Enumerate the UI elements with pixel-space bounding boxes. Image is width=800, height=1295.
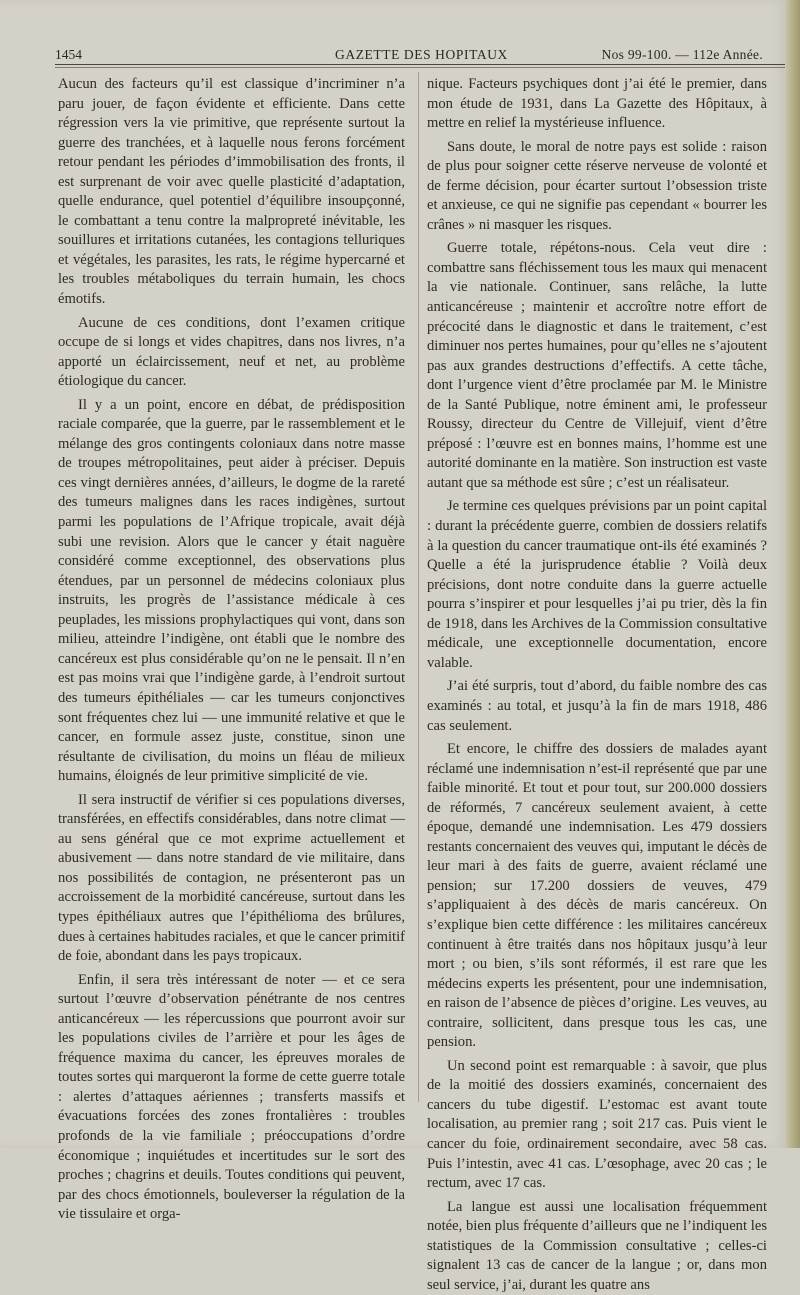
- paragraph: Sans doute, le moral de notre pays est solide : raison de plus pour soigner cette réserve nerveuse de volonté et de ferme décision, pour écarter surtout l’obsession triste et anxieuse, ce qui ne signifie pas cependant « bourrer les crânes » ni masquer les risques.: [427, 138, 767, 233]
- page-number: 1454: [55, 47, 82, 62]
- paragraph: Il y a un point, encore en débat, de prédisposition raciale comparée, que la guerre, par le rassemblement et le mélange des gros contingents coloniaux dans notre masse de troupes métropolitaines, peut aider à préciser. Depuis ces vingt dernières années, d’ailleurs, le dogme de la rareté des tumeurs malignes dans les races indigènes, surtout parmi les populations de l’Afrique tropicale, avait déjà subi une revision. Alors que le cancer y était naguère considéré comme exceptionnel, des observations plus étendues, par un personnel de médecins coloniaux plus instruits, les progrès de l’assistance médicale à ces peuplades, les missions prophylactiques qui vont, dans son milieu, atteindre l’indigène, ont établi que le nombre des cancéreux est plus considérable qu’on ne le pensait. Il n’en est pas moins vrai que l’indigène garde, à l’endroit surtout des tumeurs épithéliales — car les tumeurs conjonctives sont fréquentes chez lui — une immunité relative et que le cancer, en formule assez juste, constitue, sinon une résultante de civilisation, du moins un fléau de milieux humains, éloignés de leur primitive simplicité de vie.: [58, 396, 405, 785]
- paragraph: La langue est aussi une localisation fréquemment notée, bien plus fréquente d’ailleurs que ne l’indiquent les statistiques de la Commission consultative ; celles-ci signalent 13 cas de cancer de la langue ; or, dans mon seul service, j’ai, durant les quatre ans: [427, 1198, 767, 1293]
- paragraph: Aucun des facteurs qu’il est classique d’incriminer n’a paru jouer, de façon évidente et efficiente. Dans cette régression vers la vie primitive, que représente surtout la guerre des tranchées, et à laquelle nous ferons forcément retour pendant les périodes d’immobilisation des fronts, il est surprenant de voir avec quelle plasticité d’adaptation, quelle endurance, quel potentiel d’équilibre insoupçonné, le combattant a tenu contre la malpropreté inévitable, les souillures et irritations cutanées, les contagions telluriques et végétales, les parasites, les rats, le régime hypercarné et les troubles métaboliques du terrain humain, les chocs émotifs.: [58, 76, 405, 308]
- paragraph: Guerre totale, répétons-nous. Cela veut dire : combattre sans fléchissement tous les maux qui menacent la vie nationale. Continuer, sans relâche, la lutte anticancéreuse ; maintenir et accroître notre effort de précocité dans le diagnostic et dans le traitement, c’est diminuer nos pertes humaines, pour qu’elles ne s’ajoutent pas aux grandes destructions d’effectifs. A cette tâche, dont l’urgence vient d’être proclamée par M. le Ministre de la Santé Publique, notre éminent ami, le professeur Roussy, directeur du Centre de Villejuif, vient d’être préposé : l’œuvre est en bonnes mains, l’homme est une autorité dominante en la matière. Son instruction est vaste autant que sa méthode est sûre ; c’est un réalisateur.: [427, 240, 767, 491]
- paragraph: Un second point est remarquable : à savoir, que plus de la moitié des dossiers examinés, concernaient des cancers du tube digestif. L’estomac est avant toute localisation, au premier rang ; soit 217 cas. Puis vient le cancer du foie, ordinairement secondaire, avec 58 cas. Puis l’intestin, avec 41 cas. L’œsophage, avec 20 cas ; le rectum, avec 17 cas.: [427, 1057, 767, 1192]
- right-column: [427, 75, 767, 1295]
- header-rule: [55, 64, 785, 65]
- paragraph: J’ai été surpris, tout d’abord, du faible nombre des cas examinés : au total, et jusqu’à la fin de mars 1918, 486 cas seulement.: [427, 678, 767, 734]
- paragraph: Je termine ces quelques prévisions par un point capital : durant la précédente guerre, combien de dossiers relatifs à la question du cancer traumatique ont-ils été examinés ? Quelle a été la jurisprudence établie ? Voilà deux précisions, dont notre conduite dans la guerre actuelle pourra s’inspirer et pour lesquelles j’ai pu trier, dès la fin de 1918, dans les Archives de la Commission consultative médicale, une exceptionnelle documentation, encore valable.: [427, 498, 767, 671]
- issue-number: Nos 99-100. — 112e Année.: [601, 47, 763, 62]
- paragraph: nique. Facteurs psychiques dont j’ai été le premier, dans mon étude de 1931, dans La Gazette des Hôpitaux, à mettre en relief la mystérieuse influence.: [427, 76, 767, 132]
- binding-edge: [786, 0, 800, 1148]
- paragraph: Et encore, le chiffre des dossiers de malades ayant réclamé une indemnisation n’est-il représenté que par une faible minorité. Et tout et pour tout, sur 200.000 dossiers de réformés, 7 cancéreux seulement avaient, à cette époque, demandé une indemnisation. Les 479 dossiers restants concernaient des veuves qui, imputant le décès de leur mari à des faits de guerre, avaient réclamé une pension; sur 17.200 dossiers de veuves, 479 s’appliquaient à des décès de maris cancéreux. On s’explique bien cette différence : les militaires cancéreux continuent à être traités dans nos hôpitaux jusqu’à leur mort ; ou bien, s’ils sont réformés, il est rare que les médecins experts les présentent, pour une indemnisation, en raison de l’absence de pièces d’origine. Les veuves, au contraire, sollicitent, dans presque tous les cas, une pension.: [427, 741, 767, 1051]
- header-rule-secondary: [55, 67, 785, 68]
- running-header: [55, 44, 775, 66]
- column-divider: [418, 72, 419, 1102]
- journal-title: GAZETTE DES HOPITAUX: [335, 47, 508, 62]
- paragraph: Enfin, il sera très intéressant de noter — et ce sera surtout l’œuvre d’observation pénétrante de nos centres anticancéreux — les répercussions que pourront avoir sur les populations civiles de l’arrière et pour les âges de fréquence maxima du cancer, les épreuves morales de toutes sortes qui marqueront la forme de cette guerre totale : alertes d’attaques aériennes ; transferts massifs et évacuations forcées des zones frontalières : troubles profonds de la vie familiale ; préoccupations d’ordre économique ; inquiétudes et incertitudes sur le sort des proches ; chagrins et deuils. Toutes conditions qui peuvent, par des chocs émotionnels, bouleverser la régulation de la vie tissulaire et orga-: [58, 971, 405, 1223]
- left-column: [58, 75, 405, 1225]
- paragraph: Il sera instructif de vérifier si ces populations diverses, transférées, en effectifs considérables, dans notre climat — au sens général que ce mot exprime actuellement et abusivement — dans notre standard de vie militaire, dans nos possibilités de contagion, ne présenteront pas un accroissement de la morbidité cancéreuse, surtout dans les types épithéliaux autres que l’épithélioma des brûlures, dues à certaines habitudes raciales, et que le cancer primitif de foie, abondant dans les pays tropicaux.: [58, 791, 405, 965]
- paragraph: Aucune de ces conditions, dont l’examen critique occupe de si longs et vides chapitres, dans nos livres, n’a apporté un éclaircissement, neuf et net, au problème étiologique du cancer.: [58, 314, 405, 390]
